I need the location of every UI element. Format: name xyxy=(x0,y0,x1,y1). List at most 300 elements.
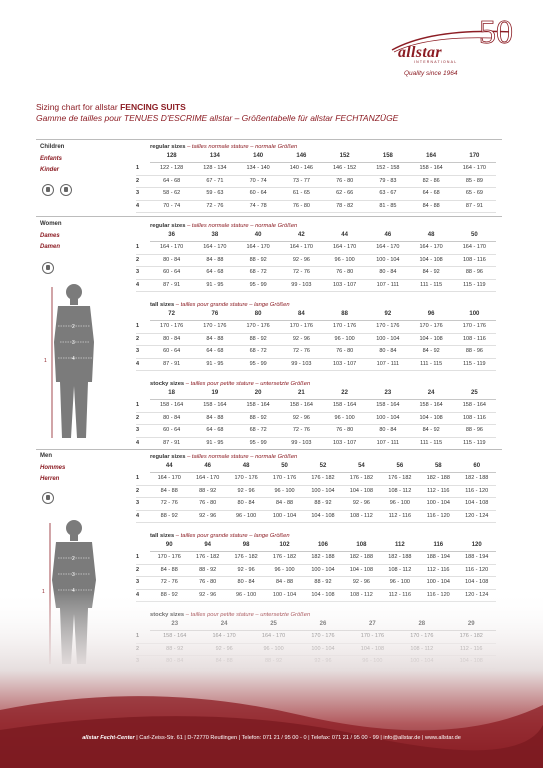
table-row xyxy=(136,201,496,214)
table-cell: 176 - 182 xyxy=(234,554,258,560)
table-cell: 108 - 116 xyxy=(462,414,486,421)
table-cell: 115 - 119 xyxy=(463,439,486,446)
table-cell: 96 - 100 xyxy=(274,487,295,494)
measurement-index: 4 xyxy=(136,281,140,288)
row-cells xyxy=(150,321,496,333)
svg-text:2: 2 xyxy=(72,556,75,562)
group-label-en: Children xyxy=(40,144,65,150)
table-title xyxy=(136,143,496,151)
measurement-index: 4 xyxy=(136,202,140,209)
table-cell: 96 - 100 xyxy=(389,500,410,506)
table-cell: 88 - 96 xyxy=(465,427,483,433)
size-header-cell: 140 xyxy=(253,153,264,159)
table-row xyxy=(136,486,496,499)
table-cell: 164 - 170 xyxy=(246,244,270,250)
table-cell: 80 - 84 xyxy=(163,335,181,342)
table-cell: 115 - 119 xyxy=(463,281,486,288)
group-label-de: Damen xyxy=(40,244,61,250)
table-cell: 99 - 103 xyxy=(291,360,312,367)
size-header-cell: 60 xyxy=(473,463,481,469)
table-cell: 164 - 170 xyxy=(333,244,357,250)
table-cell: 164 - 170 xyxy=(203,244,227,250)
table-cell: 70 - 74 xyxy=(163,202,181,209)
measurement-index: 4 xyxy=(136,439,140,446)
table-title-en: regular sizes xyxy=(150,454,186,460)
table-row xyxy=(136,176,496,189)
brand-name: allstar xyxy=(398,44,442,61)
table-cell: 64 - 68 xyxy=(206,427,224,433)
size-header-cell: 36 xyxy=(168,232,175,238)
table-row xyxy=(136,163,496,176)
size-header-cell: 50 xyxy=(281,463,288,469)
table-cell: 182 - 188 xyxy=(388,554,412,560)
table-cell: 59 - 63 xyxy=(206,190,224,196)
size-header-cell: 44 xyxy=(165,463,173,469)
table-title-translation: – tailles pour grande stature – lange Größen xyxy=(175,533,290,539)
table-cell: 64 - 68 xyxy=(163,177,181,184)
size-header-row xyxy=(150,230,496,242)
female-icon xyxy=(42,262,54,274)
measurement-index: 1 xyxy=(136,323,140,329)
table-cell: 146 - 152 xyxy=(333,165,357,171)
svg-text:2: 2 xyxy=(72,324,75,330)
size-header-row xyxy=(150,540,496,552)
table-cell: 92 - 96 xyxy=(352,500,370,506)
size-table-women-tall xyxy=(136,301,496,371)
table-cell: 96 - 100 xyxy=(334,335,355,342)
table-cell: 84 - 88 xyxy=(422,202,440,209)
table-cell: 60 - 64 xyxy=(163,427,181,433)
size-header-cell: 152 xyxy=(339,153,350,159)
footer-contact xyxy=(0,735,543,741)
table-cell: 88 - 92 xyxy=(249,256,267,263)
table-cell: 87 - 91 xyxy=(163,281,181,288)
table-row xyxy=(136,242,496,255)
table-cell: 99 - 103 xyxy=(291,281,312,288)
size-header-cell: 158 xyxy=(382,153,393,159)
table-cell: 72 - 76 xyxy=(160,579,178,585)
table-title-en: tall sizes xyxy=(150,533,175,539)
table-cell: 104 - 108 xyxy=(465,500,489,506)
measurement-index: 4 xyxy=(136,360,140,367)
table-cell: 188 - 194 xyxy=(465,554,489,560)
brand-subtitle: INTERNATIONAL xyxy=(414,60,458,64)
size-header-cell: 120 xyxy=(471,542,482,548)
row-cells xyxy=(150,552,496,564)
table-cell: 92 - 96 xyxy=(352,579,370,585)
table-cell: 72 - 76 xyxy=(292,269,310,275)
size-header-cell: 128 xyxy=(166,153,177,159)
table-cell: 84 - 88 xyxy=(206,414,224,421)
table-title-en: stocky sizes xyxy=(150,381,185,387)
table-cell: 115 - 119 xyxy=(463,360,486,367)
divider-women xyxy=(36,216,502,217)
size-table-women-regular xyxy=(136,222,496,292)
table-cell: 112 - 116 xyxy=(427,487,450,494)
table-cell: 74 - 78 xyxy=(249,202,267,209)
table-cell: 92 - 96 xyxy=(292,256,310,263)
table-row xyxy=(136,255,496,268)
table-cell: 158 - 164 xyxy=(203,402,227,408)
table-cell: 88 - 92 xyxy=(314,579,332,585)
table-cell: 104 - 108 xyxy=(311,512,335,519)
table-row xyxy=(136,334,496,347)
table-cell: 96 - 100 xyxy=(274,566,295,573)
table-cell: 104 - 108 xyxy=(465,579,489,585)
male-icon xyxy=(42,492,54,504)
table-row xyxy=(136,359,496,372)
table-cell: 158 - 164 xyxy=(462,402,486,408)
table-cell: 84 - 92 xyxy=(422,348,440,354)
table-cell: 116 - 120 xyxy=(465,566,489,573)
table-cell: 107 - 111 xyxy=(376,281,400,288)
table-cell: 170 - 176 xyxy=(289,323,313,329)
table-cell: 84 - 88 xyxy=(206,256,224,263)
table-cell: 60 - 64 xyxy=(163,269,181,275)
measurement-index: 3 xyxy=(136,500,140,506)
measurement-index: 3 xyxy=(136,269,140,275)
table-cell: 80 - 84 xyxy=(163,256,181,263)
size-header-cell: 50 xyxy=(471,232,478,238)
size-header-row xyxy=(150,461,496,473)
size-header-cell: 25 xyxy=(471,390,478,396)
table-cell: 108 - 112 xyxy=(349,512,373,519)
table-cell: 91 - 95 xyxy=(206,360,224,367)
table-cell: 158 - 164 xyxy=(376,402,400,408)
size-header-cell: 92 xyxy=(384,311,392,317)
measurement-index: 1 xyxy=(136,554,140,560)
table-cell: 62 - 66 xyxy=(336,190,354,196)
measurement-index: 2 xyxy=(136,256,140,263)
row-cells xyxy=(150,486,496,498)
table-cell: 80 - 84 xyxy=(379,427,397,433)
group-label-fr: Enfants xyxy=(40,155,63,162)
document-subtitle: Gamme de tailles pour TENUES D'ESCRIME allstar – Größentabelle für allstar FECHTANZÜGE xyxy=(36,113,399,123)
group-label-fr: Dames xyxy=(40,232,60,239)
table-cell: 182 - 188 xyxy=(311,554,335,560)
table-cell: 91 - 95 xyxy=(206,439,224,446)
measurement-index: 2 xyxy=(136,335,140,342)
measurement-index: 3 xyxy=(136,427,140,433)
group-label-men xyxy=(40,451,65,486)
table-cell: 87 - 91 xyxy=(465,202,483,209)
table-cell: 88 - 92 xyxy=(199,487,217,494)
size-header-row xyxy=(150,151,496,163)
table-cell: 96 - 100 xyxy=(236,512,257,519)
row-cells xyxy=(150,413,496,425)
table-cell: 84 - 88 xyxy=(160,566,178,573)
table-row xyxy=(136,188,496,201)
table-cell: 170 - 176 xyxy=(419,323,443,329)
table-cell: 76 - 80 xyxy=(199,500,217,506)
row-cells xyxy=(150,163,496,175)
table-cell: 108 - 116 xyxy=(462,335,486,342)
table-cell: 72 - 76 xyxy=(160,500,178,506)
table-cell: 170 - 176 xyxy=(234,475,258,481)
gender-icons-women xyxy=(42,262,54,274)
size-header-cell: 90 xyxy=(165,542,173,548)
title-prefix: Sizing chart for allstar xyxy=(36,102,118,112)
table-cell: 188 - 194 xyxy=(426,554,450,560)
measurement-index: 2 xyxy=(136,487,140,494)
table-cell: 76 - 80 xyxy=(336,177,354,184)
row-cells xyxy=(150,242,496,254)
female-icon xyxy=(42,184,54,196)
table-cell: 88 - 96 xyxy=(465,269,483,275)
table-cell: 103 - 107 xyxy=(333,360,357,367)
table-row xyxy=(136,413,496,426)
table-cell: 134 - 140 xyxy=(246,165,270,171)
table-row xyxy=(136,321,496,334)
table-cell: 88 - 96 xyxy=(465,348,483,354)
table-cell: 158 - 164 xyxy=(160,402,184,408)
table-cell: 164 - 170 xyxy=(160,244,184,250)
group-label-de: Kinder xyxy=(40,167,60,173)
table-cell: 92 - 96 xyxy=(237,487,255,494)
size-header-cell: 72 xyxy=(168,311,175,317)
title-bold: FENCING SUITS xyxy=(120,102,186,112)
row-cells xyxy=(150,255,496,267)
table-cell: 92 - 96 xyxy=(292,414,310,421)
size-table-men-regular xyxy=(136,453,496,523)
table-cell: 76 - 80 xyxy=(292,202,310,209)
table-cell: 82 - 86 xyxy=(422,177,440,184)
row-cells xyxy=(150,176,496,188)
size-header-cell: 38 xyxy=(211,232,219,238)
table-cell: 176 - 182 xyxy=(196,554,220,560)
table-cell: 84 - 88 xyxy=(275,579,294,585)
table-cell: 80 - 84 xyxy=(379,269,397,275)
size-header-cell: 80 xyxy=(254,311,262,317)
size-header-cell: 96 xyxy=(427,311,435,317)
table-row xyxy=(136,565,496,578)
table-cell: 92 - 96 xyxy=(199,512,217,519)
table-cell: 122 - 128 xyxy=(160,165,184,171)
size-header-cell: 76 xyxy=(211,311,219,317)
row-cells xyxy=(150,565,496,577)
table-title-en: tall sizes xyxy=(150,302,175,308)
size-header-cell: 164 xyxy=(426,153,437,159)
table-cell: 182 - 188 xyxy=(426,475,450,481)
table-row xyxy=(136,425,496,438)
table-cell: 164 - 170 xyxy=(419,244,443,250)
size-header-cell: 40 xyxy=(254,232,262,238)
table-cell: 170 - 176 xyxy=(203,323,227,329)
table-cell: 128 - 134 xyxy=(203,165,227,171)
size-header-cell: 100 xyxy=(469,311,480,317)
group-label-en: Women xyxy=(40,221,62,227)
table-row xyxy=(136,280,496,293)
table-cell: 64 - 68 xyxy=(422,190,440,196)
table-cell: 60 - 64 xyxy=(163,348,181,354)
table-cell: 170 - 176 xyxy=(272,475,297,481)
table-cell: 100 - 104 xyxy=(376,256,400,263)
table-cell: 164 - 170 xyxy=(289,244,313,250)
table-cell: 85 - 89 xyxy=(465,177,483,184)
table-cell: 76 - 80 xyxy=(336,427,354,433)
table-cell: 107 - 111 xyxy=(376,360,400,367)
table-cell: 107 - 111 xyxy=(376,439,400,446)
footer-address: | Carl-Zeiss-Str. 61 | D-72770 Reutlingen | Telefon: 071 21 / 95 00 - 0 | Telefax: 071 21 / 95 00 - 99 | info@allstar.de | www.allstar.de xyxy=(134,735,461,741)
footer-company: allstar Fecht-Center xyxy=(82,735,135,741)
row-cells xyxy=(150,280,496,292)
measurement-index: 3 xyxy=(136,348,140,354)
size-header-cell: 48 xyxy=(427,232,435,238)
table-title-en: regular sizes xyxy=(150,144,186,150)
measurement-index: 2 xyxy=(136,177,140,184)
row-cells xyxy=(150,201,496,213)
table-cell: 84 - 88 xyxy=(275,500,294,506)
size-header-cell: 134 xyxy=(209,153,220,159)
brand-tagline: Quality since 1964 xyxy=(404,70,458,77)
table-cell: 96 - 100 xyxy=(334,256,355,263)
table-cell: 72 - 76 xyxy=(292,348,310,354)
size-header-cell: 56 xyxy=(396,463,404,469)
top-divider xyxy=(36,139,502,140)
table-cell: 91 - 95 xyxy=(206,281,224,288)
row-cells xyxy=(150,438,496,450)
size-header-cell: 23 xyxy=(384,390,392,396)
table-cell: 170 - 176 xyxy=(246,323,270,329)
table-cell: 72 - 76 xyxy=(292,427,310,433)
group-label-women xyxy=(40,219,62,254)
row-cells xyxy=(150,400,496,412)
measurement-index: 2 xyxy=(136,414,140,421)
table-cell: 73 - 77 xyxy=(292,177,310,184)
table-cell: 100 - 104 xyxy=(272,512,297,519)
size-header-cell: 42 xyxy=(298,232,305,238)
table-cell: 88 - 92 xyxy=(160,512,178,519)
size-header-cell: 58 xyxy=(434,463,442,469)
table-cell: 116 - 120 xyxy=(465,487,489,494)
table-cell: 103 - 107 xyxy=(333,439,357,446)
table-cell: 158 - 164 xyxy=(419,402,443,408)
table-cell: 100 - 104 xyxy=(426,579,450,585)
table-cell: 78 - 82 xyxy=(336,202,354,209)
table-cell: 111 - 115 xyxy=(420,281,443,288)
svg-text:3: 3 xyxy=(72,340,75,346)
row-cells xyxy=(150,577,496,589)
table-cell: 170 - 176 xyxy=(160,323,184,329)
table-cell: 176 - 182 xyxy=(311,475,335,481)
table-cell: 104 - 108 xyxy=(419,335,443,342)
svg-text:1: 1 xyxy=(44,358,47,364)
table-cell: 87 - 91 xyxy=(163,360,181,367)
size-header-cell: 44 xyxy=(341,232,348,238)
size-header-cell: 106 xyxy=(317,542,328,548)
table-cell: 111 - 115 xyxy=(420,439,443,446)
table-cell: 176 - 182 xyxy=(388,475,412,481)
table-cell: 112 - 116 xyxy=(388,512,412,519)
table-cell: 108 - 116 xyxy=(462,256,486,263)
table-cell: 92 - 96 xyxy=(292,335,310,342)
row-cells xyxy=(150,473,496,485)
size-header-cell: 18 xyxy=(168,390,175,396)
table-cell: 68 - 72 xyxy=(249,427,267,433)
table-cell: 152 - 158 xyxy=(376,165,400,171)
table-title xyxy=(136,532,496,540)
table-cell: 58 - 62 xyxy=(163,190,181,196)
table-cell: 88 - 92 xyxy=(249,335,267,342)
table-cell: 158 - 164 xyxy=(246,402,270,408)
table-cell: 64 - 68 xyxy=(206,269,224,275)
table-cell: 100 - 104 xyxy=(376,414,400,421)
table-cell: 182 - 188 xyxy=(349,554,374,560)
measurement-index: 2 xyxy=(136,566,140,573)
table-cell: 76 - 80 xyxy=(336,269,354,275)
row-cells xyxy=(150,267,496,279)
size-header-cell: 112 xyxy=(395,542,405,548)
table-cell: 88 - 92 xyxy=(314,500,332,506)
table-cell: 170 - 176 xyxy=(376,323,400,329)
size-header-cell: 52 xyxy=(319,463,327,469)
table-cell: 84 - 88 xyxy=(160,487,178,494)
table-cell: 111 - 115 xyxy=(420,360,443,367)
table-cell: 63 - 67 xyxy=(379,190,397,196)
table-cell: 100 - 104 xyxy=(311,487,335,494)
table-title-translation: – tailles normale stature – normale Größen xyxy=(187,144,298,150)
table-cell: 104 - 108 xyxy=(419,256,443,263)
measurement-index: 1 xyxy=(136,402,140,408)
table-cell: 164 - 170 xyxy=(462,244,486,250)
size-header-cell: 88 xyxy=(341,311,348,317)
group-label-de: Herren xyxy=(40,476,60,482)
table-title xyxy=(136,222,496,230)
document-title xyxy=(36,102,186,112)
size-header-cell: 98 xyxy=(242,542,250,548)
table-cell: 100 - 104 xyxy=(376,335,400,342)
table-cell: 104 - 108 xyxy=(349,566,374,573)
measurement-index: 3 xyxy=(136,190,140,196)
table-cell: 170 - 176 xyxy=(333,323,357,329)
table-cell: 164 - 170 xyxy=(462,165,486,171)
table-row xyxy=(136,552,496,565)
group-label-en: Men xyxy=(40,453,52,459)
size-header-cell: 24 xyxy=(427,390,435,396)
table-row xyxy=(136,267,496,280)
male-icon xyxy=(60,184,72,196)
table-cell: 80 - 84 xyxy=(237,500,255,506)
size-header-cell: 22 xyxy=(341,390,348,396)
row-cells xyxy=(150,498,496,510)
table-cell: 79 - 83 xyxy=(379,177,397,184)
table-cell: 108 - 112 xyxy=(388,487,412,494)
table-cell: 104 - 108 xyxy=(349,487,374,494)
size-header-row xyxy=(150,309,496,321)
footer-wave-background xyxy=(0,590,543,768)
measurement-index: 4 xyxy=(136,512,140,519)
size-table-children-regular xyxy=(136,143,496,213)
table-cell: 100 - 104 xyxy=(311,566,335,573)
table-cell: 95 - 99 xyxy=(249,439,267,446)
table-cell: 176 - 182 xyxy=(349,475,374,481)
size-header-cell: 21 xyxy=(298,390,305,396)
group-label-children xyxy=(40,142,64,177)
table-cell: 164 - 170 xyxy=(376,244,400,250)
table-cell: 68 - 72 xyxy=(249,348,267,354)
table-cell: 170 - 176 xyxy=(462,323,486,329)
table-cell: 80 - 84 xyxy=(163,414,181,421)
group-label-fr: Hommes xyxy=(40,464,66,471)
table-title xyxy=(136,301,496,309)
table-cell: 176 - 182 xyxy=(272,554,297,560)
table-cell: 88 - 92 xyxy=(249,414,267,421)
measurement-index: 1 xyxy=(136,165,140,171)
table-cell: 60 - 64 xyxy=(249,190,267,196)
gender-icons-children xyxy=(42,184,72,196)
table-row xyxy=(136,511,496,524)
table-cell: 99 - 103 xyxy=(291,439,312,446)
